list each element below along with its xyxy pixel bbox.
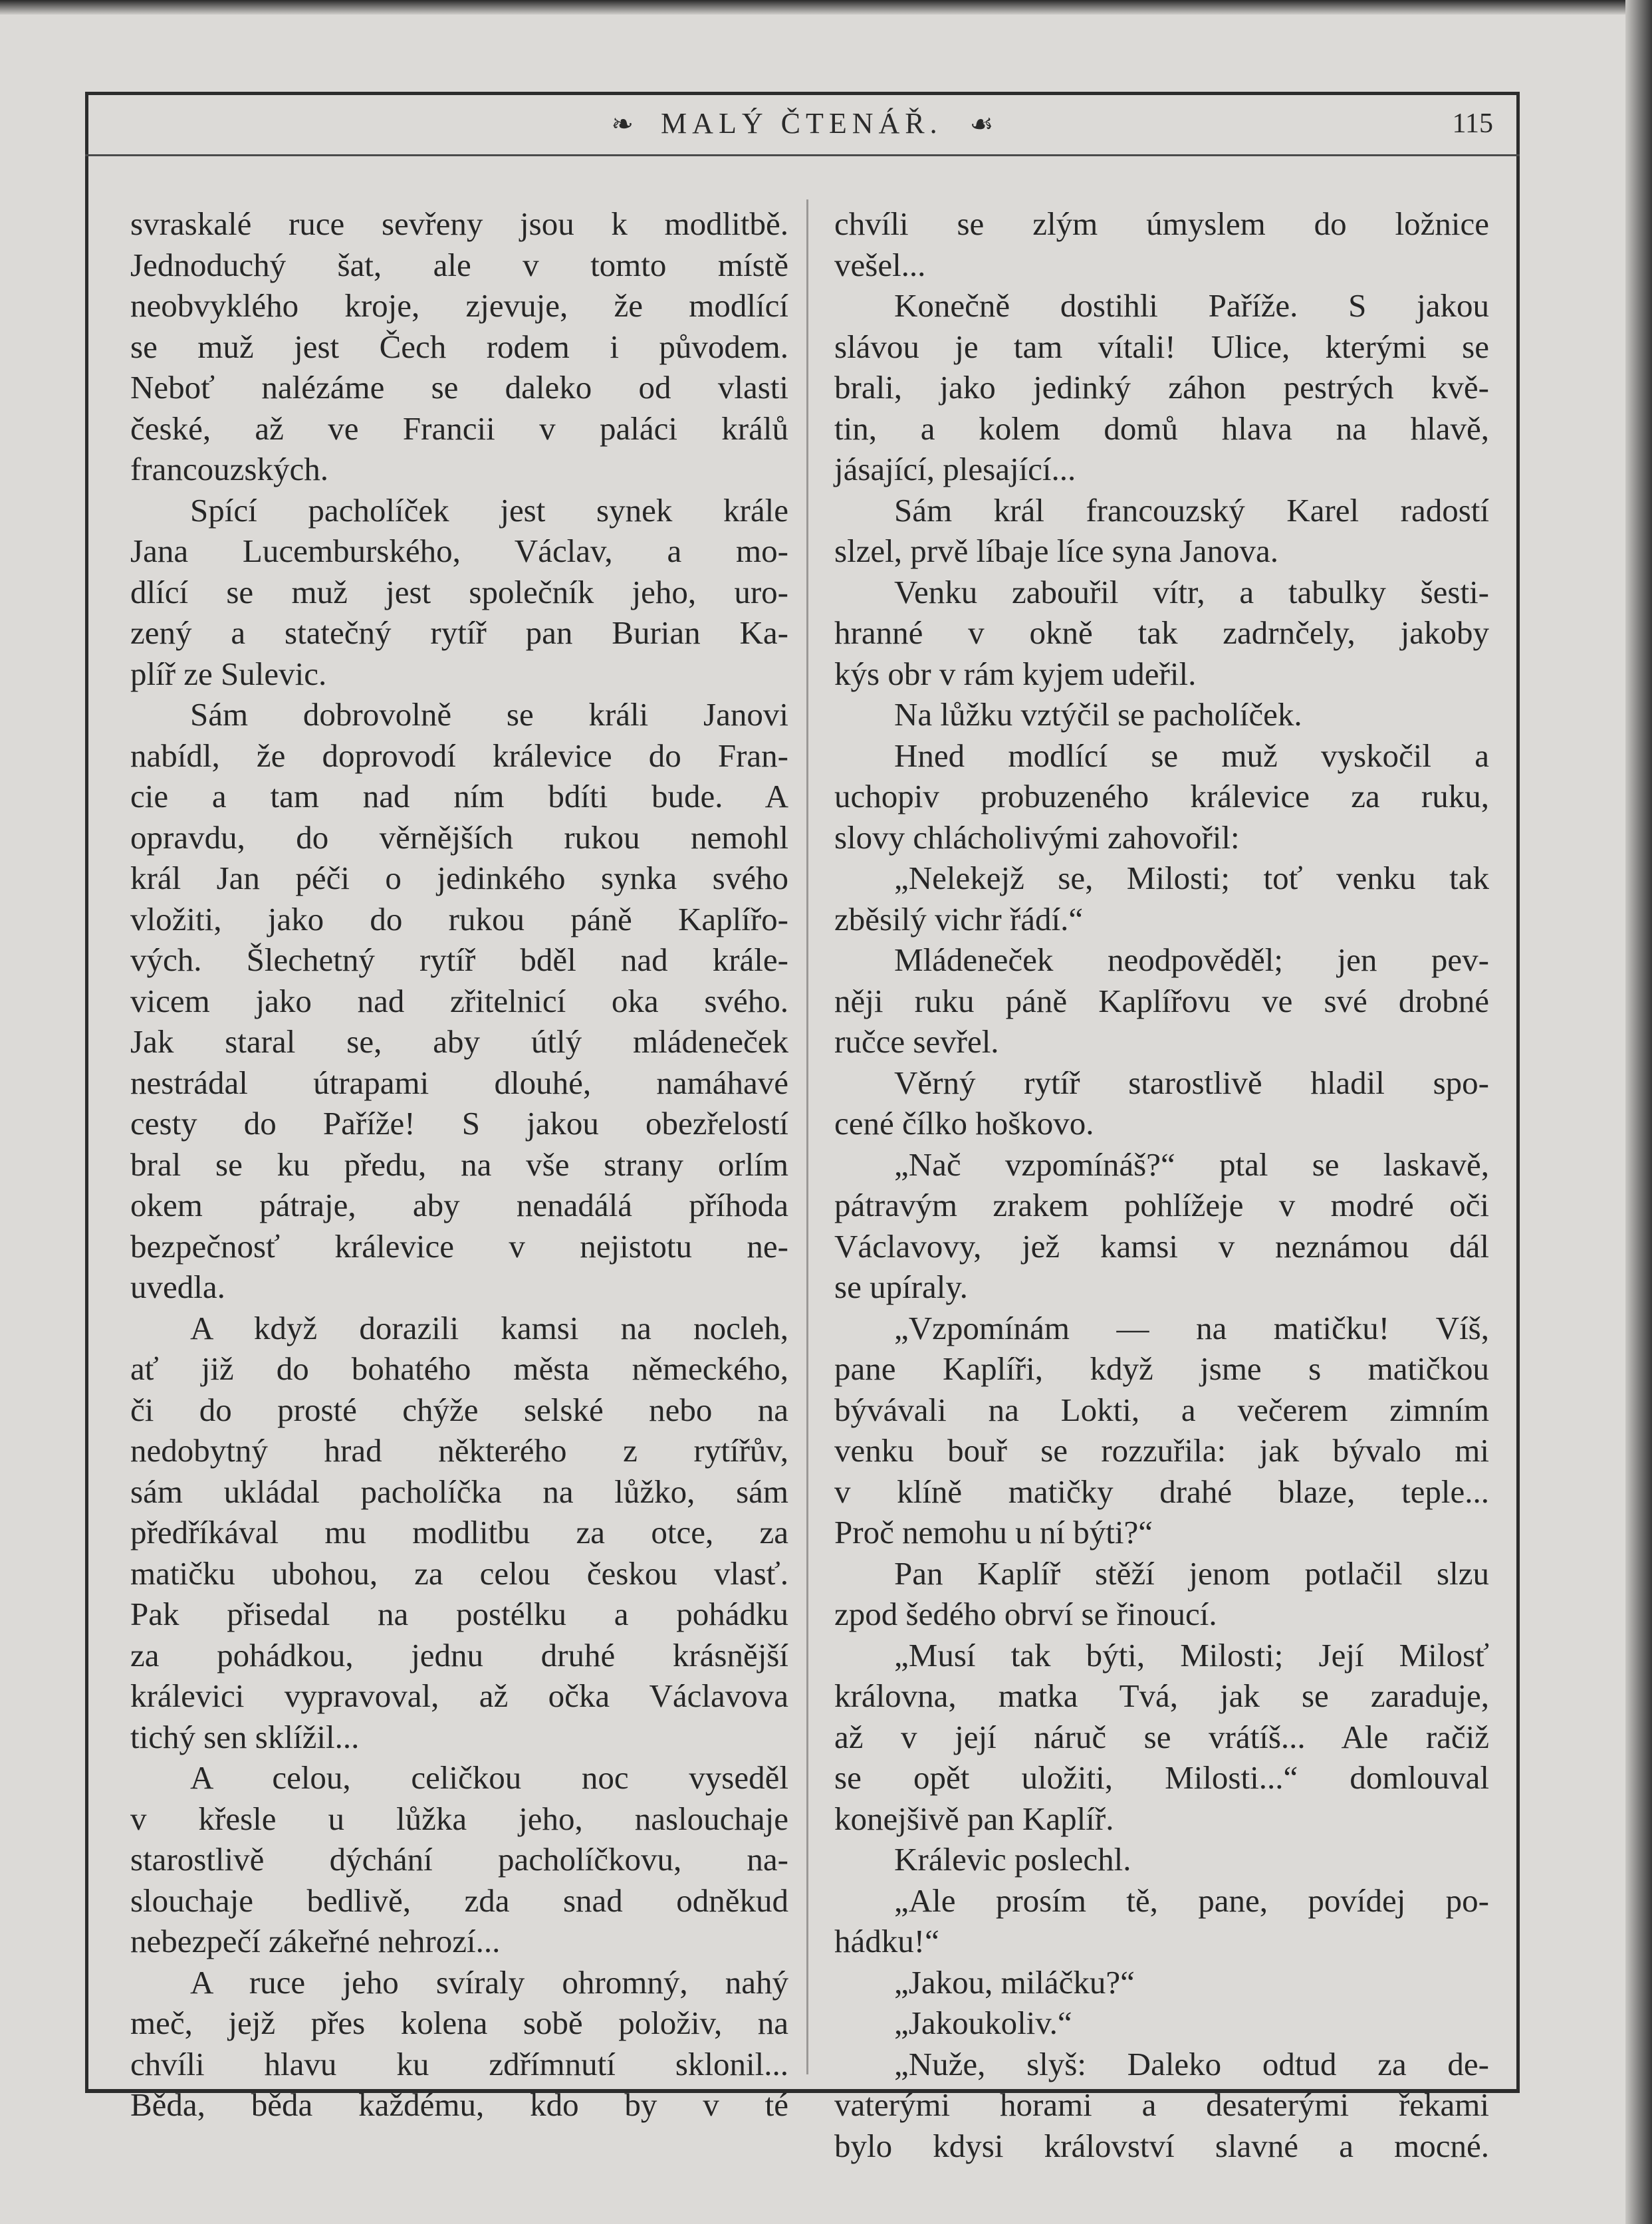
text-line: opravdu, do věrnějších rukou nemohl [130,818,788,856]
text-line: chvíli se zlým úmyslem do ložnice [834,205,1489,242]
text-line: cie a tam nad ním bdíti bude. A [130,778,788,814]
text-line: A celou, celičkou noc vyseděl [190,1759,788,1796]
text-line: Mládeneček neodpověděl; jen pev- [894,941,1489,978]
text-line: Proč nemohu u ní býti?“ [834,1514,1153,1550]
ornament-left-icon: ❧ [611,109,634,139]
text-line: „Nelekejž se, Milosti; toť venku tak [894,860,1489,896]
text-line: králevici vypravoval, až očka Václavova [130,1677,788,1714]
running-header [85,100,1520,153]
text-line: Běda, běda každému, kdo by v té [130,2086,788,2123]
text-line: starostlivě dýchání pacholíčkovu, na- [130,1841,788,1878]
text-line: cené čílko hoškovo. [834,1105,1094,1142]
ornament-right-icon: ☙ [969,109,994,139]
text-line: bezpečnosť králevice v nejistotu ne- [130,1227,788,1265]
text-line: „Vzpomínám — na matičku! Víš, [894,1309,1489,1346]
text-line: Václavovy, jež kamsi v neznámou dál [834,1227,1489,1265]
text-line: plíř ze Sulevic. [130,655,327,692]
text-line: tichý sen sklížil... [130,1718,360,1755]
text-line: král Jan péči o jedinkého synka svého [130,860,788,896]
text-line: Sám dobrovolně se králi Janovi [190,696,788,733]
text-line: královna, matka Tvá, jak se zaraduje, [834,1677,1489,1714]
text-line: „Jakou, miláčku?“ [894,1963,1135,2001]
text-line: slzel, prvě líbaje líce syna Janova. [834,533,1279,569]
text-line: „Musí tak býti, Milosti; Její Milosť [894,1636,1489,1673]
column-divider [806,199,808,2074]
text-line: Králevic poslechl. [894,1841,1131,1878]
text-line: Pak přisedal na postélku a pohádku [130,1596,788,1632]
text-line: venku bouř se rozzuřila: jak bývalo mi [834,1432,1489,1469]
text-line: uchopiv probuzeného králevice za ruku, [834,778,1489,814]
text-line: neobvyklého kroje, zjevuje, že modlící [130,287,788,324]
text-line: Sám král francouzský Karel radostí [894,491,1489,529]
text-line: bral se ku předu, na vše strany orlím [130,1146,788,1183]
text-line: vých. Šlechetný rytíř bděl nad krále- [130,941,788,978]
text-line: zběsilý vichr řádí.“ [834,900,1084,937]
text-line: „Nač vzpomínáš?“ ptal se laskavě, [894,1146,1489,1183]
text-line: Jednoduchý šat, ale v tomto místě [130,246,788,283]
header-title-block [85,106,1520,140]
text-line: v klíně matičky drahé blaze, teple... [834,1473,1489,1510]
text-line: Jak staral se, aby útlý mládeneček [130,1023,788,1060]
text-line: bývávali na Lokti, a večerem zimním [834,1391,1489,1428]
page-number: 115 [1452,108,1493,139]
text-line: nebezpečí zákeřné nehrozí... [130,1923,501,1959]
text-line: bylo kdysi království slavné a mocné. [834,2127,1489,2164]
text-line: Jana Lucemburského, Václav, a mo- [130,533,788,569]
text-line: až v její náruč se vrátíš... Ale račiž [834,1718,1489,1755]
text-line: pátravým zrakem pohlížeje v modré oči [834,1187,1489,1223]
text-line: se opět uložiti, Milosti...“ domlouval [834,1759,1489,1796]
text-line: cesty do Paříže! S jakou obezřelostí [130,1105,788,1142]
scan-edge-right [1625,0,1652,2224]
text-line: se muž jest Čech rodem i původem. [130,328,788,365]
scan-edge-top [0,0,1652,15]
text-line: pane Kaplíři, když jsme s matičkou [834,1350,1489,1387]
header-rule [85,154,1520,156]
text-line: uvedla. [130,1269,225,1305]
text-line: hranné v okně tak zadrnčely, jakoby [834,614,1489,651]
text-line: předříkával mu modlitbu za otce, za [130,1514,788,1550]
text-line: „Nuže, slyš: Daleko odtud za de- [894,2045,1489,2082]
text-line: svraskalé ruce sevřeny jsou k modlitbě. [130,205,788,242]
text-line: Konečně dostihli Paříže. S jakou [894,287,1489,324]
text-line: nabídl, že doprovodí králevice do Fran- [130,737,788,774]
text-line: Neboť nalézáme se daleko od vlasti [130,369,788,406]
text-line: francouzských. [130,451,328,487]
text-line: slouchaje bedlivě, zda snad odněkud [130,1882,788,1919]
text-line: matičku ubohou, za celou českou vlasť. [130,1554,788,1592]
text-line: vešel... [834,246,926,283]
text-line: „Ale prosím tě, pane, povídej po- [894,1882,1489,1919]
text-line: okem pátraje, aby nenadálá příhoda [130,1187,788,1223]
left-column [130,203,788,2126]
text-line: Spící pacholíček jest synek krále [190,491,788,529]
text-line: A ruce jeho svíraly ohromný, nahý [190,1963,788,2001]
right-column [834,203,1489,2166]
text-line: české, až ve Francii v paláci králů [130,410,788,447]
text-line: vaterými horami a desaterými řekami [834,2086,1489,2123]
text-line: meč, jejž přes kolena sobě položiv, na [130,2005,788,2041]
text-line: Venku zabouřil vítr, a tabulky šesti- [894,573,1489,610]
text-line: slovy chlácholivými zahovořil: [834,818,1240,856]
text-line: zpod šedého obrví se řinoucí. [834,1596,1217,1632]
magazine-title: MALÝ ČTENÁŘ. [661,107,943,140]
text-line: „Jakoukoliv.“ [894,2005,1072,2041]
text-line: slávou je tam vítali! Ulice, kterými se [834,328,1489,365]
text-line: nedobytný hrad některého z rytířův, [130,1432,788,1469]
text-line: hádku!“ [834,1923,939,1959]
text-line: Na lůžku vztýčil se pacholíček. [894,696,1302,733]
text-line: za pohádkou, jednu druhé krásnější [130,1636,788,1673]
text-line: nestrádal útrapami dlouhé, namáhavé [130,1064,788,1101]
text-line: konejšivě pan Kaplíř. [834,1800,1114,1837]
text-line: vložiti, jako do rukou páně Kaplířo- [130,900,788,937]
text-line: v křesle u lůžka jeho, naslouchaje [130,1800,788,1837]
text-line: Věrný rytíř starostlivě hladil spo- [894,1064,1489,1101]
text-line: chvíli hlavu ku zdřímnutí sklonil... [130,2045,788,2082]
text-line: vicem jako nad zřitelnicí oka svého. [130,982,788,1019]
text-line: Hned modlící se muž vyskočil a [894,737,1489,774]
text-line: či do prosté chýže selské nebo na [130,1391,788,1428]
text-line: něji ruku páně Kaplířovu ve své drobné [834,982,1489,1019]
text-line: tin, a kolem domů hlava na hlavě, [834,410,1489,447]
text-line: sám ukládal pacholíčka na lůžko, sám [130,1473,788,1510]
text-line: ručce sevřel. [834,1023,999,1060]
text-line: zený a statečný rytíř pan Burian Ka- [130,614,788,651]
text-line: se upíraly. [834,1269,968,1305]
text-line: jásající, plesající... [834,451,1076,487]
text-line: kýs obr v rám kyjem udeřil. [834,655,1197,692]
text-line: brali, jako jedinký záhon pestrých kvě- [834,369,1489,406]
text-line: ať již do bohatého města německého, [130,1350,788,1387]
text-line: Pan Kaplíř stěží jenom potlačil slzu [894,1554,1489,1592]
text-line: dlící se muž jest společník jeho, uro- [130,573,788,610]
text-line: A když dorazili kamsi na nocleh, [190,1309,788,1346]
